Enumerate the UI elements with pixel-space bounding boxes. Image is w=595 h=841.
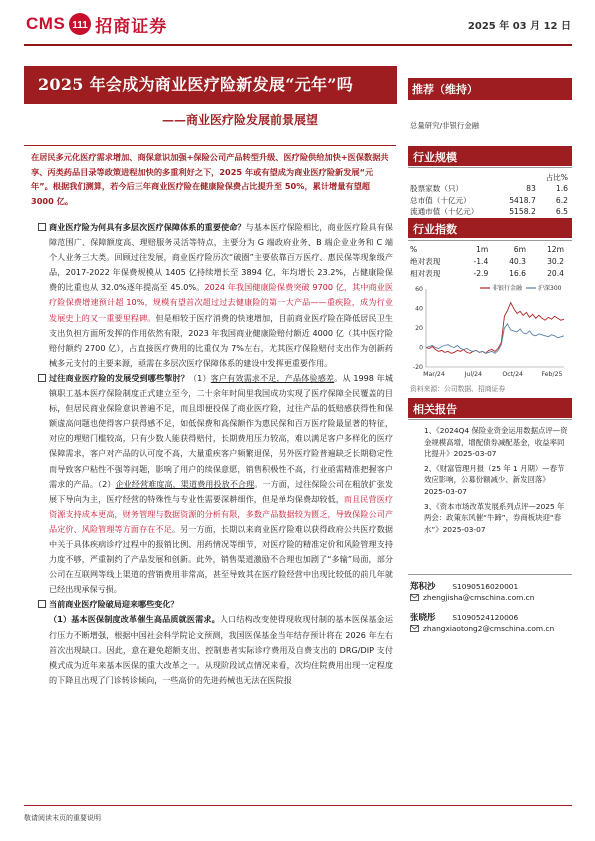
paragraph-2-text-a: （1） <box>188 372 211 383</box>
analyst-card <box>410 580 534 602</box>
table-row <box>410 267 570 279</box>
y-tick-label: -20 <box>412 364 423 371</box>
header-divider <box>24 44 572 46</box>
related-report-text[interactable]: 2、《财富管理月报（25 年 1 月期）—春节效应影响，公募份额减少、新发回落》2025-03-07 <box>424 463 565 496</box>
perf-value: -1.4 <box>473 256 489 266</box>
performance-chart <box>406 283 572 381</box>
legend-label: 非银行金融 <box>492 285 523 292</box>
scale-label: 总市值（十亿元） <box>410 195 471 205</box>
report-date: 2025 年 03 月 12 日 <box>467 21 571 32</box>
paragraph-1-text-a: 与基本医疗保险相比，商业医疗险具有保障范围广、保障额度高、理赔服务灵活等特点，主要分为 G 端政府业务、B 端企业业务和 C 端个人业务三大类。回顾过往发展，商业医疗险历次“破圈”主要依靠百万医疗、惠民保等现象级产品，2017-2022 年保费规模从 1405 亿持续增长至 3894 亿，年均增长 23.2%，占健康险保费的比重也从 32.0%逐年提高至 45.0%。 <box>49 222 393 293</box>
abstract-divider <box>24 145 396 146</box>
analyst-name: 张晓彤 <box>410 613 436 623</box>
perf-value: -2.9 <box>473 268 489 278</box>
logo-badge-text: 111 <box>72 20 89 30</box>
table-row <box>410 243 570 255</box>
related-report-item[interactable] <box>414 463 570 498</box>
perf-value: 6m <box>513 244 527 254</box>
industry-scale-table <box>410 172 570 217</box>
title-banner <box>24 66 397 104</box>
industry-index-heading <box>408 218 572 238</box>
y-tick-label: 0 <box>419 344 423 352</box>
x-tick-label: Feb/25 <box>541 371 563 378</box>
report-subtitle: ——商业医疗险发展前景展望 <box>162 113 319 127</box>
paragraph-2 <box>24 371 396 597</box>
perf-label: 相对表现 <box>410 268 441 278</box>
related-report-text[interactable]: 3、《资本市场改革发展系列点评—2025 年两会：政策东风催“牛蹄”，券商板块迎“春水”》2025-03-07 <box>424 501 565 534</box>
report-body <box>24 220 396 688</box>
series-line-1 <box>426 303 564 354</box>
scale-label: 流通市值（十亿元） <box>410 207 479 217</box>
scale-label: 股票家数（只） <box>410 184 464 194</box>
paragraph-2-point-2: 企业经营难度高，渠道费用投放不合理 <box>115 478 255 489</box>
scale-pct: 6.5 <box>555 207 568 217</box>
perf-label: % <box>410 244 418 254</box>
logo-text-cn: 招商证券 <box>95 16 168 37</box>
email-icon <box>410 594 419 601</box>
industry-index-title: 行业指数 <box>413 223 457 236</box>
analyst-rule <box>408 574 572 575</box>
paragraph-3-point-1 <box>24 612 396 687</box>
table-row <box>410 183 570 194</box>
perf-value: 40.3 <box>509 256 527 266</box>
report-title: 2025 年会成为商业医疗险新发展“元年”吗 <box>38 75 354 94</box>
related-report-item[interactable] <box>414 501 570 536</box>
paragraph-2-text-e: 。另一方面，长期以来商业医疗险难以获得政府公共医疗数据中关于具体疾病诊疗过程中的报销比例、用药情况等细节，对医疗险的精准定价和风险管理支持力度不够，严重制约了产品发展和创新。此外，销售渠道激励不合理也加剧了“多输”局面，部分公司在互联网等线上渠道的营销费用非常高，甚至导致其在医疗险经营中出现比较低的前几年就已经出现承保亏损。 <box>49 523 393 595</box>
related-report-item[interactable] <box>414 425 570 460</box>
table-row <box>410 195 570 206</box>
bullet-icon <box>38 223 46 231</box>
paragraph-2-lead: 过往商业医疗险的发展受到哪些掣肘？ <box>49 372 189 383</box>
industry-scale-heading <box>408 146 572 166</box>
x-tick-label: Jul/24 <box>464 371 483 378</box>
table-row <box>410 255 570 267</box>
paragraph-1-text-b: 但是相较于医疗消费的快速增加，目前商业医疗险在降低居民卫生支出负担方面所发挥的作用依然有限，2023 年我国商业健康险赔付额近 4000 亿（其中医疗险赔付额约 2700 亿），占直接医疗费用的比重仅为 7%左右，尤其医疗保险赔付支出作为创新药械多元支付的主要来源，亟需在多层次医疗保障体系的建设中发挥更重要作用。 <box>49 312 393 368</box>
company-logo <box>26 11 167 37</box>
rating-label: 推荐（维持） <box>412 83 478 96</box>
scale-rule <box>408 167 572 168</box>
y-tick-label: 60 <box>415 286 423 293</box>
chart-source: 资料来源：公司数据、招商证券 <box>410 385 506 393</box>
paragraph-2-highlight: 而且民营医疗资源支持成本更高，财务管理与数据资源的分析有限，多数产品数据较为匮乏，导致保险公司产品定价、风险管理等方面存在不足 <box>49 493 393 534</box>
industry-scale-title: 行业规模 <box>413 151 457 164</box>
email-icon <box>410 625 419 632</box>
table-row <box>410 172 570 183</box>
index-rule <box>408 240 572 241</box>
perf-label: 绝对表现 <box>410 256 441 266</box>
paragraph-3-point-1-text: 人口结构改变使得现收现付制的基本医保基金运行压力不断增强，根据中国社会科学院论文预测，我国医保基金当年结存预计将在 2026 年左右首次出现缺口。因此，意在避免超额支出、控制患者实际诊疗费用及自费支出的 DRG/DIP 支付模式成为近年来基本医保的重大改革之一。从现阶段试点情况来看，次均住院费用出现一定程度的下降且出现了门诊转诊倾向，一些高价的先进药械也无法在医院报 <box>49 614 393 685</box>
paragraph-2-text-b: 。从 1998 年城镇职工基本医疗保险制度正式建立至今，二十余年时间里我国成功实现了医疗保障全民覆盖的目标，但居民商业保险意识普遍不足，而且即便投保了商业医疗险，过往产品的低赔感获得性和保额虚高问题也使得客户获得感不足，如低保费和高保额作为惠民保和百万医疗险最显著的特征，对应的理赔门槛较高，只有少数人能获得赔付，长期费用压力较高，难以满足客户多样化的医疗保障需求，客户对产品的认可度不高，大量重疾客户频繁退保，另外医疗险普遍缺乏长期稳定性而导致客户粘性不强等问题，影响了用户的续保意愿，销售积极性不高，行业亟需精准把握客户需求的产品。 <box>49 372 393 489</box>
analyst-card <box>410 611 554 633</box>
paragraph-2-text-d: 。一方面，过往保险公司在粗放扩张发展下导向为主，医疗经营的特殊性与专业性需要深耕细作，但是单均保费却较低， <box>49 478 393 504</box>
footer-note: 敬请阅读末页的重要说明 <box>24 814 101 822</box>
paragraph-1-highlight: 2024 年我国健康险保费突破 9700 亿，其中商业医疗险保费增速预计超 10%，规模有望首次超过过去健康险的第一大产品——重疾险，成为行业发展史上的又一重要里程碑。 <box>49 282 393 323</box>
paragraph-3-lead: 当前商业医疗险破局迎来哪些变化？ <box>49 599 179 610</box>
analyst-id: S1090516020001 <box>452 582 519 591</box>
department-label: 总量研究/非银行金融 <box>410 121 480 130</box>
paragraph-3-point-1-title: （1）基本医保制度改革催生高品质就医需求。 <box>49 614 220 625</box>
scale-value: 83 <box>526 184 536 194</box>
pct-header: 占比% <box>545 173 568 183</box>
bullet-icon <box>38 374 46 382</box>
performance-table <box>410 243 570 279</box>
footer-divider <box>24 805 572 806</box>
perf-value: 12m <box>546 244 564 254</box>
perf-value: 16.6 <box>509 268 527 278</box>
paragraph-2-point-1: 客户有效需求不足，产品体验感差 <box>210 372 335 383</box>
scale-pct: 1.6 <box>555 184 568 194</box>
analyst-name: 郑积沙 <box>410 582 436 592</box>
rating-banner <box>408 78 572 100</box>
series-line-2 <box>426 324 564 353</box>
logo-badge-icon <box>69 13 91 35</box>
logo-text-en: CMS <box>26 14 66 33</box>
related-rule <box>408 419 572 420</box>
x-tick-label: Mar/24 <box>423 371 445 378</box>
analyst-id: S1090524120006 <box>452 613 519 622</box>
y-tick-label: 40 <box>415 305 423 313</box>
related-reports-title: 相关报告 <box>413 403 457 416</box>
scale-value: 5418.7 <box>509 195 536 205</box>
x-tick-label: Oct/24 <box>502 371 523 378</box>
analyst-email[interactable]: zhangxiaotong2@cmschina.com.cn <box>423 624 555 633</box>
abstract-text: 在居民多元化医疗需求增加、商保意识加强+保险公司产品转型升级、医疗险供给加快+医保数据共享、丙类药品目录等政策进程加快的多重利好之下，2025 年或有望成为商业医疗险新发展“元年”。根据我们测算，若今后三年商业医疗险在健康险保费占比提升至 50%，累计增量有望超 3000 亿。 <box>31 152 389 207</box>
paragraph-1-lead: 商业医疗险为何具有多层次医疗保障体系的重要使命？ <box>49 222 246 232</box>
paragraph-2-text-c: （2） <box>97 478 116 489</box>
legend-label: 沪深300 <box>538 285 562 292</box>
scale-pct: 6.2 <box>555 195 568 205</box>
paragraph-3 <box>24 597 396 612</box>
related-reports-list <box>414 425 570 538</box>
analyst-email[interactable]: zhengjisha@cmschina.com.cn <box>423 593 535 602</box>
bullet-icon <box>38 600 46 608</box>
table-row <box>410 206 570 217</box>
perf-value: 1m <box>476 244 489 254</box>
perf-value: 30.2 <box>547 256 564 266</box>
paragraph-1 <box>24 220 396 371</box>
y-tick-label: 20 <box>415 325 423 332</box>
scale-value: 5158.2 <box>509 207 536 217</box>
related-reports-heading <box>408 398 572 418</box>
related-report-text[interactable]: 1、《2024Q4 保险业资金运用数据点评—资金规模高增，增配债券减配基金，收益率同比提升》2025-03-07 <box>424 426 568 459</box>
perf-value: 20.4 <box>547 268 564 278</box>
